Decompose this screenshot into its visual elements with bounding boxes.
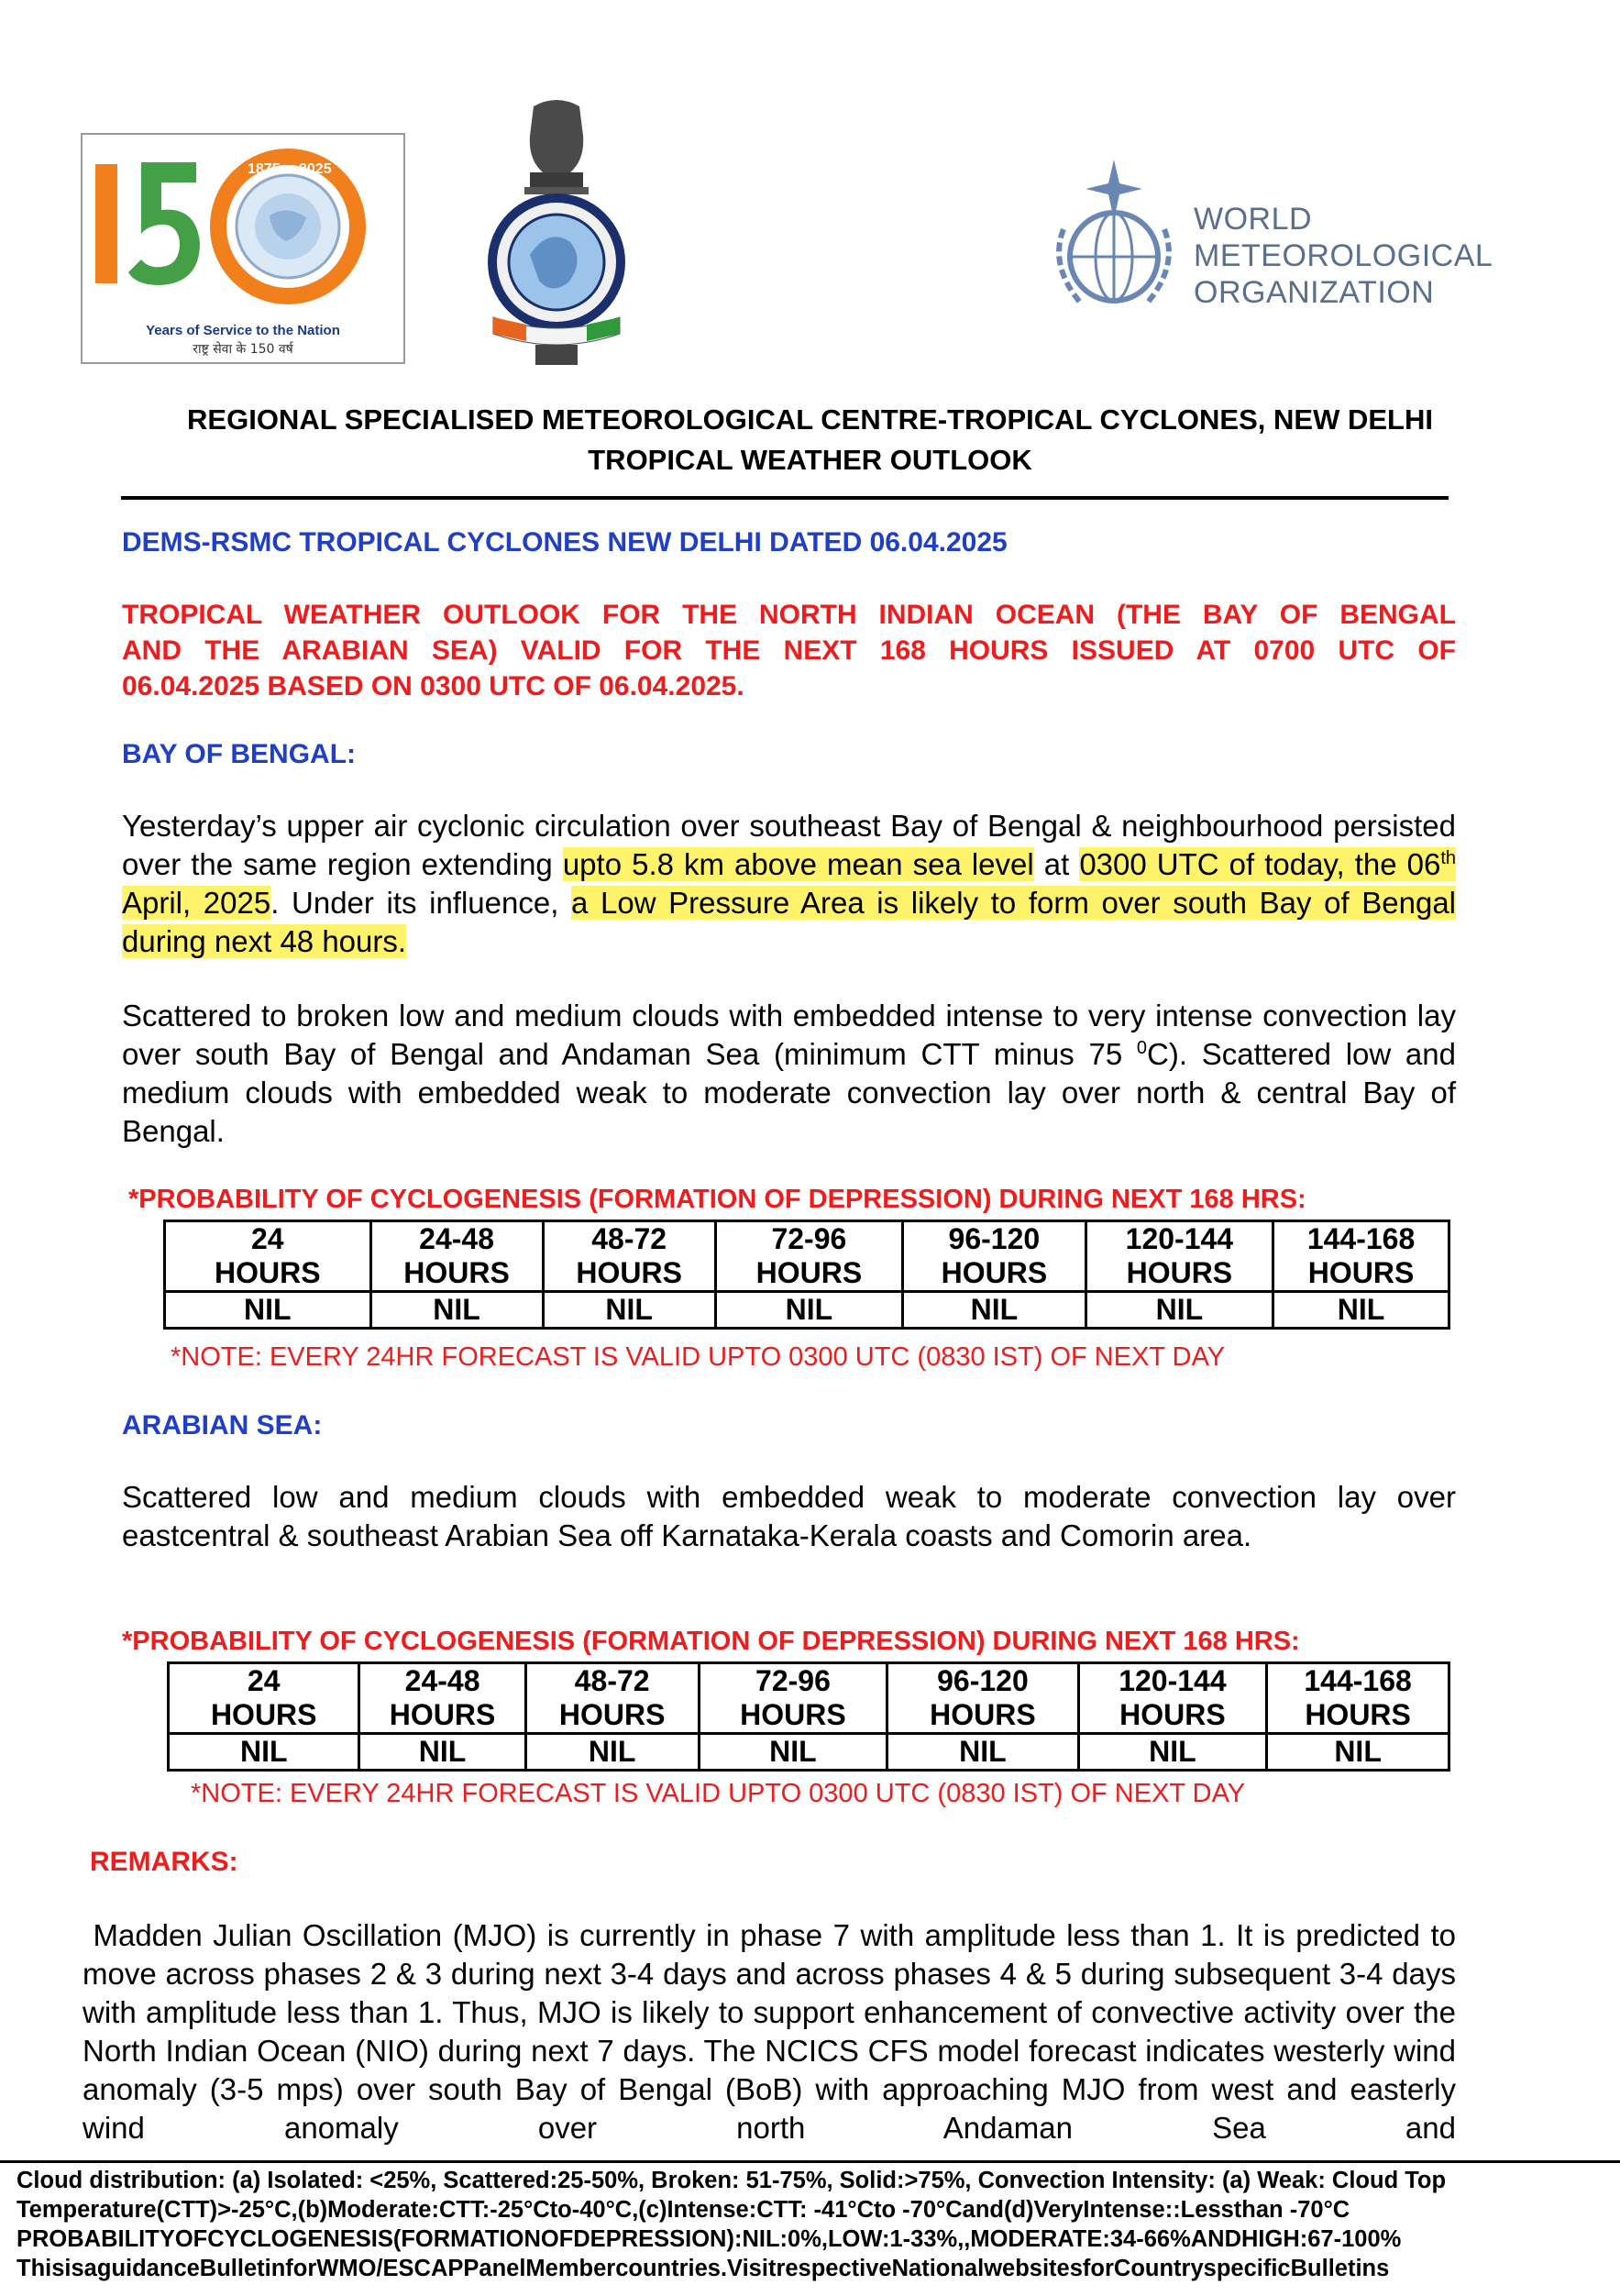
imd-150-years-logo xyxy=(81,133,405,364)
imd-emblem-logo xyxy=(475,99,638,372)
header-line2: TROPICAL WEATHER OUTLOOK xyxy=(588,444,1032,476)
logo-year-start: 1875 xyxy=(248,161,281,177)
bob-h4-top: 96-120 xyxy=(948,1222,1041,1255)
as-h6-top: 144-168 xyxy=(1304,1664,1412,1697)
bob-p1-highlight-height: upto 5.8 km above mean sea level xyxy=(562,847,1034,881)
bob-header-48-72 xyxy=(543,1221,715,1292)
bob-probability-table xyxy=(163,1220,1450,1330)
bob-value-24-48: NIL xyxy=(370,1292,543,1329)
bob-header-24-48 xyxy=(370,1221,543,1292)
bob-header-24 xyxy=(165,1221,371,1292)
bob-h0-bottom: HOURS xyxy=(214,1256,321,1289)
bob-value-48-72: NIL xyxy=(543,1292,715,1329)
as-table-value-row xyxy=(169,1734,1449,1771)
bob-value-24: NIL xyxy=(165,1292,371,1329)
footer-line1: Cloud distribution: (a) Isolated: <25%, Scattered:25-50%, Broken: 51-75%, Solid:>75%, Convection Intensity: (a) Weak: Cloud Top xyxy=(17,2168,1447,2193)
as-note: *NOTE: EVERY 24HR FORECAST IS VALID UPTO 0300 UTC (0830 IST) OF NEXT DAY xyxy=(191,1779,1246,1808)
bob-h1-bottom: HOURS xyxy=(403,1256,510,1289)
as-header-24-48 xyxy=(359,1663,525,1734)
bob-h5-top: 120-144 xyxy=(1125,1222,1234,1255)
bob-value-96-120: NIL xyxy=(903,1292,1086,1329)
wmo-text-line1: WORLD xyxy=(1194,202,1313,237)
as-value-120-144: NIL xyxy=(1078,1734,1267,1771)
bob-h6-top: 144-168 xyxy=(1306,1222,1416,1255)
logo-year-end: 2025 xyxy=(299,161,332,177)
footer-divider xyxy=(0,2160,1620,2163)
as-h0-top: 24 xyxy=(247,1664,281,1697)
as-h5-top: 120-144 xyxy=(1119,1664,1227,1697)
arabian-sea-heading: ARABIAN SEA: xyxy=(122,1410,323,1441)
wmo-logo xyxy=(1045,156,1493,321)
outlook-title xyxy=(122,597,1456,704)
as-value-72-96: NIL xyxy=(699,1734,887,1771)
outlook-title-line1: TROPICAL WEATHER OUTLOOK FOR THE NORTH INDIAN OCEAN (THE BAY OF BENGAL xyxy=(122,600,1456,630)
footer-line4: ThisisaguidanceBulletinforWMO/ESCAPPanelMembercountries.VisitrespectiveNationalwebsitesforCountryspecificBulletins xyxy=(17,2256,1390,2281)
as-h4-top: 96-120 xyxy=(937,1664,1029,1697)
wmo-text-line3: ORGANIZATION xyxy=(1194,275,1435,310)
bob-h2-bottom: HOURS xyxy=(576,1256,682,1289)
as-h0-bottom: HOURS xyxy=(210,1698,317,1731)
as-header-48-72 xyxy=(525,1663,699,1734)
bob-h3-top: 72-96 xyxy=(771,1222,847,1255)
bob-header-120-144 xyxy=(1086,1221,1273,1292)
bob-h1-top: 24-48 xyxy=(419,1222,494,1255)
bob-p2-sup: 0 xyxy=(1136,1038,1148,1058)
as-h1-bottom: HOURS xyxy=(389,1698,496,1731)
bob-value-72-96: NIL xyxy=(715,1292,902,1329)
as-h2-bottom: HOURS xyxy=(558,1698,666,1731)
as-value-96-120: NIL xyxy=(887,1734,1078,1771)
as-probability-table xyxy=(167,1661,1450,1772)
bob-header-144-168 xyxy=(1273,1221,1449,1292)
bob-header-96-120 xyxy=(903,1221,1086,1292)
bulletin-id: DEMS-RSMC TROPICAL CYCLONES NEW DELHI DATED 06.04.2025 xyxy=(122,527,1008,557)
bob-p1-time-text: 0300 UTC of today, the 06 xyxy=(1079,847,1441,881)
as-h4-bottom: HOURS xyxy=(930,1698,1036,1731)
logo-tagline-hindi: राष्ट्र सेवा के 150 वर्ष xyxy=(193,342,293,357)
as-header-144-168 xyxy=(1267,1663,1449,1734)
as-header-96-120 xyxy=(887,1663,1078,1734)
bob-p2-text-b: C). Scattered low and medium clouds with embedded weak to moderate convection lay over north & central Bay of Bengal. xyxy=(122,1037,1456,1148)
bob-table-value-row xyxy=(165,1292,1449,1329)
as-probability-title: *PROBABILITY OF CYCLOGENESIS (FORMATION OF DEPRESSION) DURING NEXT 168 HRS: xyxy=(122,1627,1300,1656)
outlook-title-line3: 06.04.2025 BASED ON 0300 UTC OF 06.04.2025. xyxy=(122,671,744,701)
wmo-text-line2: METEOROLOGICAL xyxy=(1194,238,1493,273)
bob-h2-top: 48-72 xyxy=(591,1222,667,1255)
bob-p2-text-a: Scattered to broken low and medium clouds with embedded intense to very intense convection lay over south Bay of Bengal and Andaman Sea (minimum CTT minus 75 xyxy=(122,999,1456,1071)
bob-table-header-row xyxy=(165,1221,1449,1292)
logo-tagline: Years of Service to the Nation xyxy=(146,323,340,338)
remarks-paragraph: Madden Julian Oscillation (MJO) is currently in phase 7 with amplitude less than 1. It is predicted to move across phases 2 & 3 during next 3-4 days and across phases 4 & 5 during subsequent 3-4 days with amplitude less than 1. Thus, MJO is likely to support enhancement of convective activity over the North Indian Ocean (NIO) during next 7 days. The NCICS CFS model forecast indicates westerly wind anomaly (3-5 mps) over south Bay of Bengal (BoB) with approaching MJO from west and easterly wind anomaly over north Andaman Sea and xyxy=(83,1918,1465,2145)
bay-of-bengal-paragraph-1 xyxy=(122,807,1456,961)
as-header-72-96 xyxy=(699,1663,887,1734)
bob-p1-highlight-lpa: a Low Pressure Area is likely to form over south Bay of Bengal during next 48 hours. xyxy=(122,886,1457,958)
bob-value-120-144: NIL xyxy=(1086,1292,1273,1329)
as-h5-bottom: HOURS xyxy=(1119,1698,1226,1731)
bob-h6-bottom: HOURS xyxy=(1307,1256,1415,1289)
header-divider xyxy=(121,496,1449,500)
arabian-sea-paragraph-1: Scattered low and medium clouds with embedded weak to moderate convection lay over eastcentral & southeast Arabian Sea off Karnataka-Kerala coasts and Comorin area. xyxy=(122,1480,1456,1552)
bob-p1-text-c: at xyxy=(1033,847,1080,881)
footer-line3: PROBABILITYOFCYCLOGENESIS(FORMATIONOFDEPRESSION):NIL:0%,LOW:1-33%,,MODERATE:34-66%ANDHIGH:67-100% xyxy=(17,2226,1402,2252)
bay-of-bengal-heading: BAY OF BENGAL: xyxy=(122,739,357,769)
as-table-header-row xyxy=(169,1663,1449,1734)
bob-h4-bottom: HOURS xyxy=(941,1256,1048,1289)
bob-note: *NOTE: EVERY 24HR FORECAST IS VALID UPTO 0300 UTC (0830 IST) OF NEXT DAY xyxy=(171,1342,1226,1372)
as-value-24-48: NIL xyxy=(359,1734,525,1771)
bob-h5-bottom: HOURS xyxy=(1126,1256,1233,1289)
as-h3-bottom: HOURS xyxy=(740,1698,846,1731)
remarks-heading: REMARKS: xyxy=(90,1847,238,1877)
bob-p1-time-sup: th xyxy=(1440,848,1457,868)
as-h2-top: 48-72 xyxy=(574,1664,650,1697)
as-h3-top: 72-96 xyxy=(755,1664,831,1697)
bob-p1-text-e: . Under its influence, xyxy=(270,886,572,920)
as-header-120-144 xyxy=(1078,1663,1267,1734)
as-value-24: NIL xyxy=(169,1734,359,1771)
footer-legend xyxy=(17,2166,1612,2283)
outlook-title-line2: AND THE ARABIAN SEA) VALID FOR THE NEXT 168 HOURS ISSUED AT 0700 UTC OF xyxy=(122,635,1456,666)
bob-h3-bottom: HOURS xyxy=(755,1256,863,1289)
header-line1: REGIONAL SPECIALISED METEOROLOGICAL CENTRE-TROPICAL CYCLONES, NEW DELHI xyxy=(187,403,1433,436)
as-value-144-168: NIL xyxy=(1267,1734,1449,1771)
as-h1-top: 24-48 xyxy=(404,1664,480,1697)
bob-probability-title: *PROBABILITY OF CYCLOGENESIS (FORMATION OF DEPRESSION) DURING NEXT 168 HRS: xyxy=(128,1185,1306,1214)
as-header-24 xyxy=(169,1663,359,1734)
bob-p1-time-text2: April, 2025 xyxy=(122,886,271,920)
bob-h0-top: 24 xyxy=(250,1222,284,1255)
as-value-48-72: NIL xyxy=(525,1734,699,1771)
bay-of-bengal-paragraph-2 xyxy=(122,997,1456,1151)
bob-p1-text-a: Yesterday’s upper air cyclonic circulation over southeast Bay of Bengal & neighbourhood persisted over the same region extending xyxy=(122,809,1456,881)
bob-header-72-96 xyxy=(715,1221,902,1292)
footer-line2: Temperature(CTT)>-25°C,(b)Moderate:CTT:-25°Cto-40°C,(c)Intense:CTT: -41°Cto -70°Cand(d)VeryIntense::Lessthan -70°C xyxy=(17,2197,1350,2223)
bob-value-144-168: NIL xyxy=(1273,1292,1449,1329)
as-h6-bottom: HOURS xyxy=(1305,1698,1411,1731)
